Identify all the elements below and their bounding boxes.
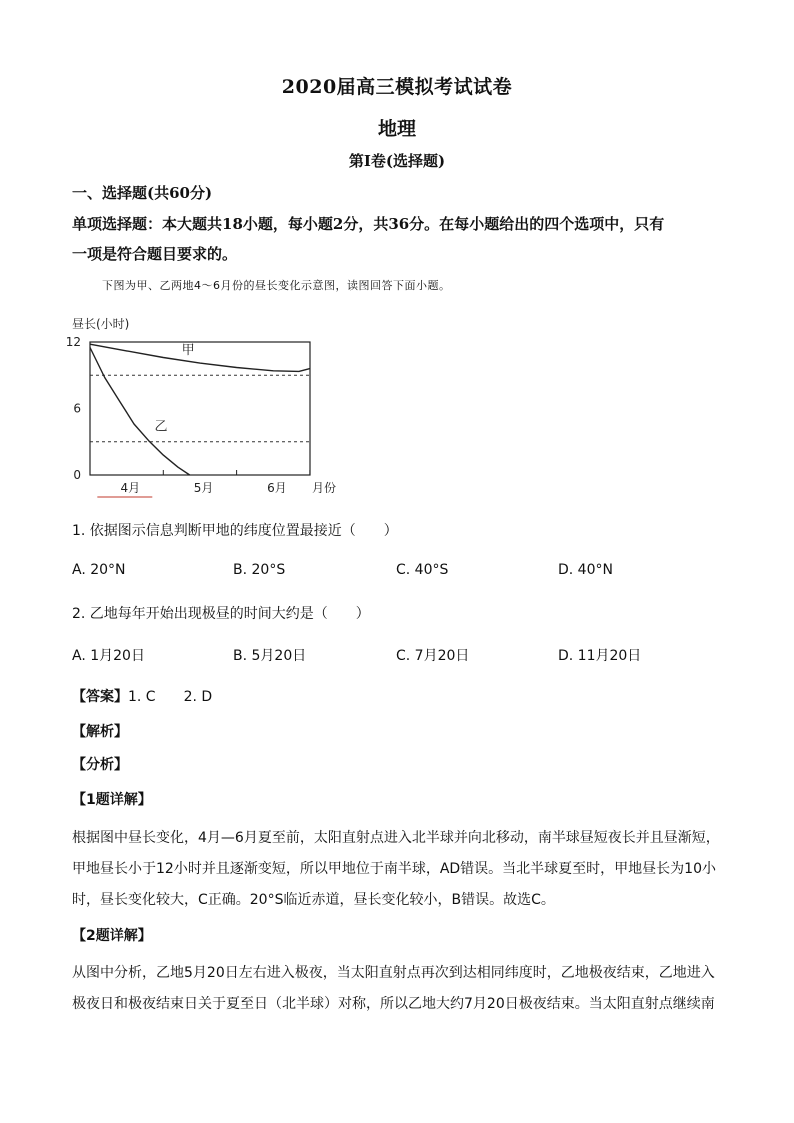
- series-label-1: 乙: [154, 419, 168, 435]
- section-heading: 一、选择题(共60分): [72, 184, 213, 202]
- q2-option-b: B. 5月20日: [233, 648, 307, 664]
- instructions-line-2: 一项是符合题目要求的。: [72, 245, 238, 263]
- x-category-label-1: 5月: [193, 481, 214, 495]
- q1-detail-line-1: 根据图中昼长变化，4月—6月夏至前，太阳直射点进入北半球并向北移动，南半球昼短夜长并且昼渐短，: [72, 830, 720, 846]
- q2-option-d: D. 11月20日: [558, 648, 642, 664]
- jiexi-heading: 【解析】: [72, 724, 128, 740]
- fenxi-heading: 【分析】: [72, 757, 128, 773]
- q1-option-d: D. 40°N: [558, 562, 613, 578]
- q2-detail-line-2: 极夜日和极夜结束日关于夏至日（北半球）对称，所以乙地大约7月20日极夜结束。当太阳直射点继续南: [72, 996, 715, 1012]
- question-1-stem: 1. 依据图示信息判断甲地的纬度位置最接近（ ）: [72, 523, 398, 539]
- x-category-label-0: 4月: [120, 481, 141, 495]
- x-axis-label: 月份: [312, 481, 337, 495]
- chart-frame: [90, 342, 310, 475]
- y-tick-label-0: 12: [66, 335, 81, 349]
- q2-detail-heading: 【2题详解】: [72, 928, 152, 944]
- subject-title: 地理: [377, 118, 416, 140]
- answer-line: [72, 686, 212, 706]
- answer-label: 【答案】: [72, 689, 128, 705]
- figure-intro: 下图为甲、乙两地4～6月份的昼长变化示意图，读图回答下面小题。: [102, 279, 451, 292]
- y-axis-label: 昼长(小时): [72, 317, 130, 331]
- q2-option-c: C. 7月20日: [396, 648, 470, 664]
- q1-option-b: B. 20°S: [233, 562, 286, 578]
- day-length-chart: [66, 308, 356, 498]
- series-label-0: 甲: [181, 343, 195, 359]
- question-2-stem: 2. 乙地每年开始出现极昼的时间大约是（ ）: [72, 606, 370, 622]
- instructions-line-1: 单项选择题：本大题共18小题，每小题2分，共36分。在每小题给出的四个选项中，只有: [72, 215, 665, 233]
- answer-text: 1. C 2. D: [128, 689, 213, 705]
- q1-detail-line-3: 时，昼长变化较大，C正确。20°S临近赤道，昼长变化较小，B错误。故选C。: [72, 892, 555, 908]
- q1-detail-line-2: 甲地昼长小于12小时并且逐渐变短，所以甲地位于南半球，AD错误。当北半球夏至时，甲地昼长为10小: [72, 861, 716, 877]
- series-line-1: [90, 348, 190, 476]
- exam-title: 2020届高三模拟考试试卷: [281, 76, 513, 98]
- x-category-label-2: 6月: [267, 481, 287, 495]
- volume-title: 第Ⅰ卷(选择题): [348, 152, 446, 170]
- q1-option-a: A. 20°N: [72, 562, 126, 578]
- y-tick-label-2: 0: [73, 468, 81, 482]
- q1-option-c: C. 40°S: [396, 562, 449, 578]
- y-tick-label-1: 6: [73, 401, 81, 416]
- q1-detail-heading: 【1题详解】: [72, 792, 152, 808]
- q2-detail-line-1: 从图中分析，乙地5月20日左右进入极夜，当太阳直射点再次到达相同纬度时，乙地极夜结束，乙地进入: [72, 965, 715, 981]
- series-line-0: [90, 344, 310, 371]
- q2-option-a: A. 1月20日: [72, 648, 145, 664]
